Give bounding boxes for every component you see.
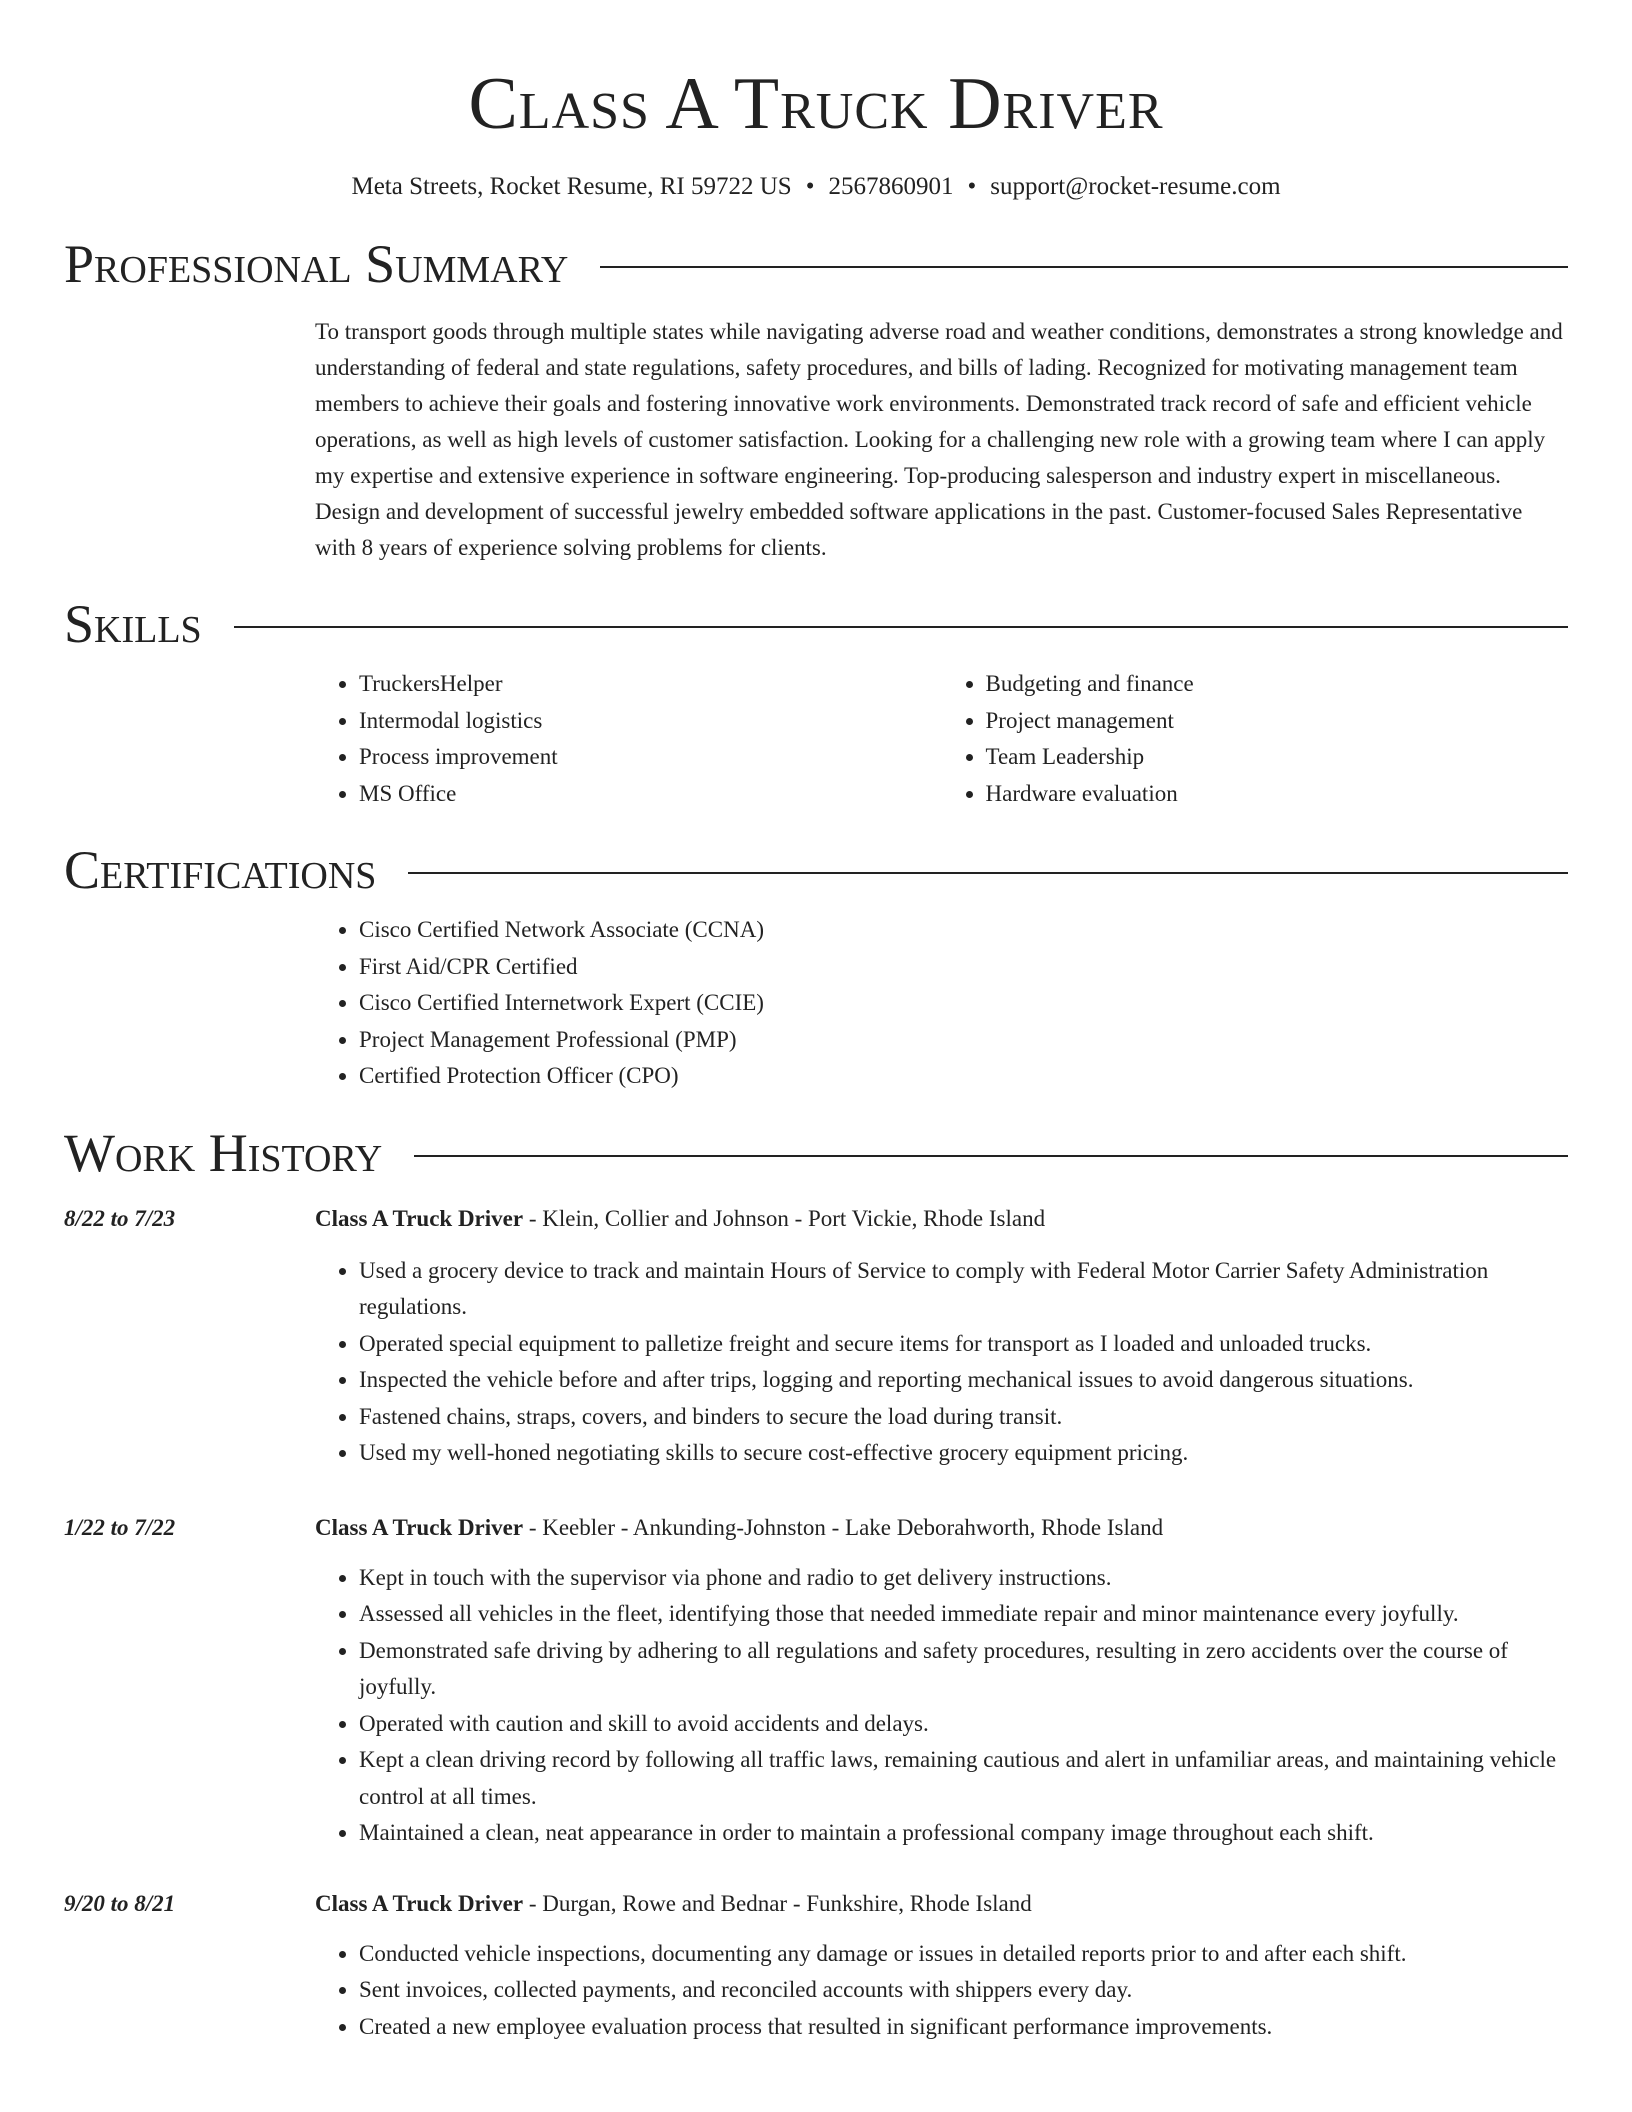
job-bullet: • Kept in touch with the supervisor via phone and radio to get delivery instructions. [359, 1560, 1568, 1597]
job-entry [64, 1201, 1568, 1472]
job-heading [315, 1201, 1568, 1237]
job-bullet: • Operated special equipment to palletize freight and secure items for transport as I loaded and unloaded trucks. [359, 1326, 1568, 1363]
job-bullets [315, 1936, 1568, 2046]
job-dates: 1/22 to 7/22 [64, 1514, 176, 1540]
job-bullet: • Demonstrated safe driving by adhering to all regulations and safety procedures, resulting in zero accidents over the course of joyfully. [359, 1633, 1568, 1706]
skills-column-left [315, 666, 942, 812]
job-dates: 8/22 to 7/23 [64, 1205, 176, 1231]
skill-item: • TruckersHelper [359, 666, 942, 703]
certifications-title: Certifications [64, 840, 377, 900]
job-bullet: • Used a grocery device to track and maintain Hours of Service to comply with Federal Motor Carrier Safety Administration regulations. [359, 1253, 1568, 1326]
skill-item: • Team Leadership [986, 739, 1569, 776]
job-heading [315, 1510, 1568, 1546]
job-employer: - Durgan, Rowe and Bednar - Funkshire, Rhode Island [523, 1890, 1032, 1916]
work-history-list [64, 1201, 1568, 2046]
job-content [315, 1886, 1568, 2046]
job-bullet: • Operated with caution and skill to avoid accidents and delays. [359, 1706, 1568, 1743]
skill-item: • Project management [986, 703, 1569, 740]
job-bullet: • Assessed all vehicles in the fleet, identifying those that needed immediate repair and minor maintenance every joyfully. [359, 1596, 1568, 1633]
resume-name: Class A Truck Driver [468, 63, 1164, 145]
summary-title: Professional Summary [64, 234, 569, 294]
job-bullet: • Sent invoices, collected payments, and reconciled accounts with shippers every day. [359, 1972, 1568, 2009]
job-role: Class A Truck Driver [315, 1890, 524, 1916]
job-content [315, 1201, 1568, 1472]
job-bullet: • Inspected the vehicle before and after trips, logging and reporting mechanical issues to avoid dangerous situations. [359, 1362, 1568, 1399]
job-employer: - Klein, Collier and Johnson - Port Vickie, Rhode Island [523, 1205, 1046, 1231]
certifications-section-header [64, 838, 1568, 902]
skill-item: • MS Office [359, 776, 942, 813]
job-entry [64, 1510, 1568, 1852]
section-divider [414, 1155, 1568, 1157]
summary-section-header [64, 232, 1568, 296]
job-bullet: • Kept a clean driving record by following all traffic laws, remaining cautious and alert in unfamiliar areas, and maintaining vehicle control at all times. [359, 1742, 1568, 1815]
skills-column-right [942, 666, 1569, 812]
job-bullet: • Conducted vehicle inspections, documenting any damage or issues in detailed reports prior to and after each shift. [359, 1936, 1568, 1973]
job-role: Class A Truck Driver [315, 1514, 524, 1540]
job-bullet: • Used my well-honed negotiating skills to secure cost-effective grocery equipment pricing. [359, 1435, 1568, 1472]
skill-item: • Hardware evaluation [986, 776, 1569, 813]
certification-item: • Cisco Certified Internetwork Expert (CCIE) [359, 985, 1568, 1022]
contact-separator: • [805, 173, 815, 200]
certification-item: • Project Management Professional (PMP) [359, 1022, 1568, 1059]
job-bullet: • Maintained a clean, neat appearance in order to maintain a professional company image throughout each shift. [359, 1815, 1568, 1852]
skills-list [315, 666, 1568, 812]
skill-item: • Budgeting and finance [986, 666, 1569, 703]
skill-item: • Process improvement [359, 739, 942, 776]
certifications-list [315, 912, 1568, 1095]
job-role: Class A Truck Driver [315, 1205, 524, 1231]
summary-text: To transport goods through multiple states while navigating adverse road and weather conditions, demonstrates a strong knowledge and understanding of federal and state regulations, safety procedures, and bills of lading. Recognized for motivating management team members to achieve their goals and fostering innovative work environments. Demonstrated track record of safe and efficient vehicle operations, as well as high levels of customer satisfaction. Looking for a challenging new role with a growing team where I can apply my expertise and extensive experience in software engineering. Top-producing salesperson and industry expert in miscellaneous. Design and development of successful jewelry embedded software applications in the past. Customer-focused Sales Representative with 8 years of experience solving problems for clients. [315, 319, 1563, 560]
contact-line [64, 170, 1568, 204]
job-bullets [315, 1253, 1568, 1472]
work-section-header [64, 1121, 1568, 1185]
contact-phone: 2567860901 [828, 173, 954, 200]
contact-address: Meta Streets, Rocket Resume, RI 59722 US [351, 173, 792, 200]
contact-separator: • [967, 173, 977, 200]
certification-item: • Certified Protection Officer (CPO) [359, 1058, 1568, 1095]
section-divider [408, 872, 1568, 874]
skill-item: • Intermodal logistics [359, 703, 942, 740]
job-employer: - Keebler - Ankunding-Johnston - Lake Deborahworth, Rhode Island [523, 1514, 1164, 1540]
skills-title: Skills [64, 594, 202, 654]
job-bullet: • Fastened chains, straps, covers, and binders to secure the load during transit. [359, 1399, 1568, 1436]
work-title: Work History [64, 1122, 383, 1183]
certification-item: • Cisco Certified Network Associate (CCNA) [359, 912, 1568, 949]
job-content [315, 1510, 1568, 1852]
certification-item: • First Aid/CPR Certified [359, 949, 1568, 986]
job-bullets [315, 1560, 1568, 1852]
contact-email: support@rocket-resume.com [990, 173, 1281, 200]
job-heading [315, 1886, 1568, 1922]
job-bullet: • Created a new employee evaluation process that resulted in significant performance improvements. [359, 2009, 1568, 2046]
job-entry [64, 1886, 1568, 2046]
section-divider [600, 266, 1568, 268]
job-dates: 9/20 to 8/21 [64, 1890, 176, 1916]
skills-section-header [64, 592, 1568, 656]
section-divider [234, 626, 1568, 628]
